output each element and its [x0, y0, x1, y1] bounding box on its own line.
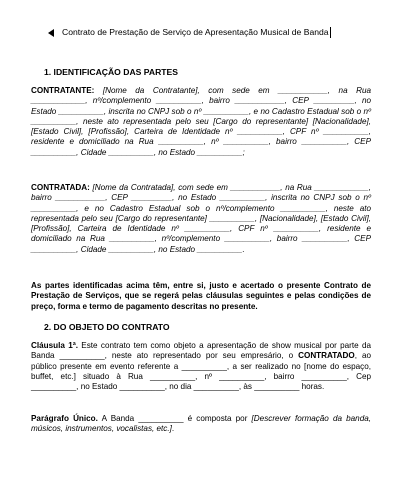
document-title-bar: [40, 25, 385, 39]
contratante-text: [Nome da Contratante], com sede em ___________, na Rua ____________, nº/complemento __________, bairro ___________, CEP _________, no Estado __________, inscrita no CNPJ sob o nº __________, e no Cadastro Estadual sob o nº __________, neste ato representada pelo seu [Cargo do representante] [Nacionalidade], [Estado Civil], [Profissão], Carteira de Identidade nº __________, CPF nº __________, residente e domiciliado na Rua __________, nº __________, bairro __________, CEP __________, Cidade __________, no Estado __________;: [31, 86, 371, 157]
paragrafo-unico-label: Parágrafo Único.: [31, 414, 98, 423]
clausula-1-contratado: CONTRATADO: [298, 351, 355, 361]
contratante-label: CONTRATANTE:: [31, 86, 95, 95]
contratada-text: [Nome da Contratada], com sede em ___________, na Rua ____________, bairro ___________, CEP _________, no Estado __________, inscrita no CNPJ sob o nº __________, e no Cadastro Estadual sob o nº/complemento __________, neste ato representada pelo seu [Cargo do representante] __________, [Nacionalidade], [Estado Civil], [Profissão], Carteira de Identidade nº __________, CPF nº __________, residente e domiciliado na Rua __________, nº/complemento __________, bairro __________, CEP __________, Cidade __________, no Estado __________.: [31, 183, 371, 254]
clausula-1-text-a: Este contrato tem como objeto a apresentação de show musical por parte da Banda __________, neste ato representado por seu empresário, o: [31, 341, 371, 361]
contratada-paragraph: [31, 183, 371, 255]
clausula-1-text-b: , ao público presente em evento referente a __________, a ser realizado no [nome do espaço, buffet, etc.] situado à Rua __________, nº __________, bairro __________, Cep __________, no Estado __________, no dia __________, às __________ horas.: [31, 351, 371, 392]
text-cursor: [330, 27, 331, 38]
section-heading-objeto: 2. DO OBJETO DO CONTRATO: [44, 322, 170, 332]
paragrafo-unico-end: .: [171, 424, 175, 434]
contratante-paragraph: [31, 86, 371, 158]
contratada-label: CONTRATADA:: [31, 183, 90, 192]
paragrafo-unico-text-a: A Banda __________ é composta por: [97, 414, 252, 423]
paragrafo-unico-italic: [Descrever formação da banda, músicos, instrumentos, vocalistas, etc.]: [31, 414, 371, 434]
clausula-1-paragraph: [31, 341, 371, 392]
paragrafo-unico: [31, 414, 371, 435]
section-heading-identificacao: 1. IDENTIFICAÇÃO DAS PARTES: [44, 67, 179, 77]
clausula-1-label: Cláusula 1ª.: [31, 341, 78, 350]
collapse-triangle-icon[interactable]: [48, 29, 54, 37]
partes-paragraph: As partes identificadas acima têm, entre si, justo e acertado o presente Contrato de Prestação de Serviços, que se regerá pelas cláusulas seguintes e pelas condições de preço, forma e termo de pagamento descritas no presente.: [31, 281, 371, 311]
document-title: Contrato de Prestação de Serviço de Apresentação Musical de Banda: [62, 27, 329, 37]
